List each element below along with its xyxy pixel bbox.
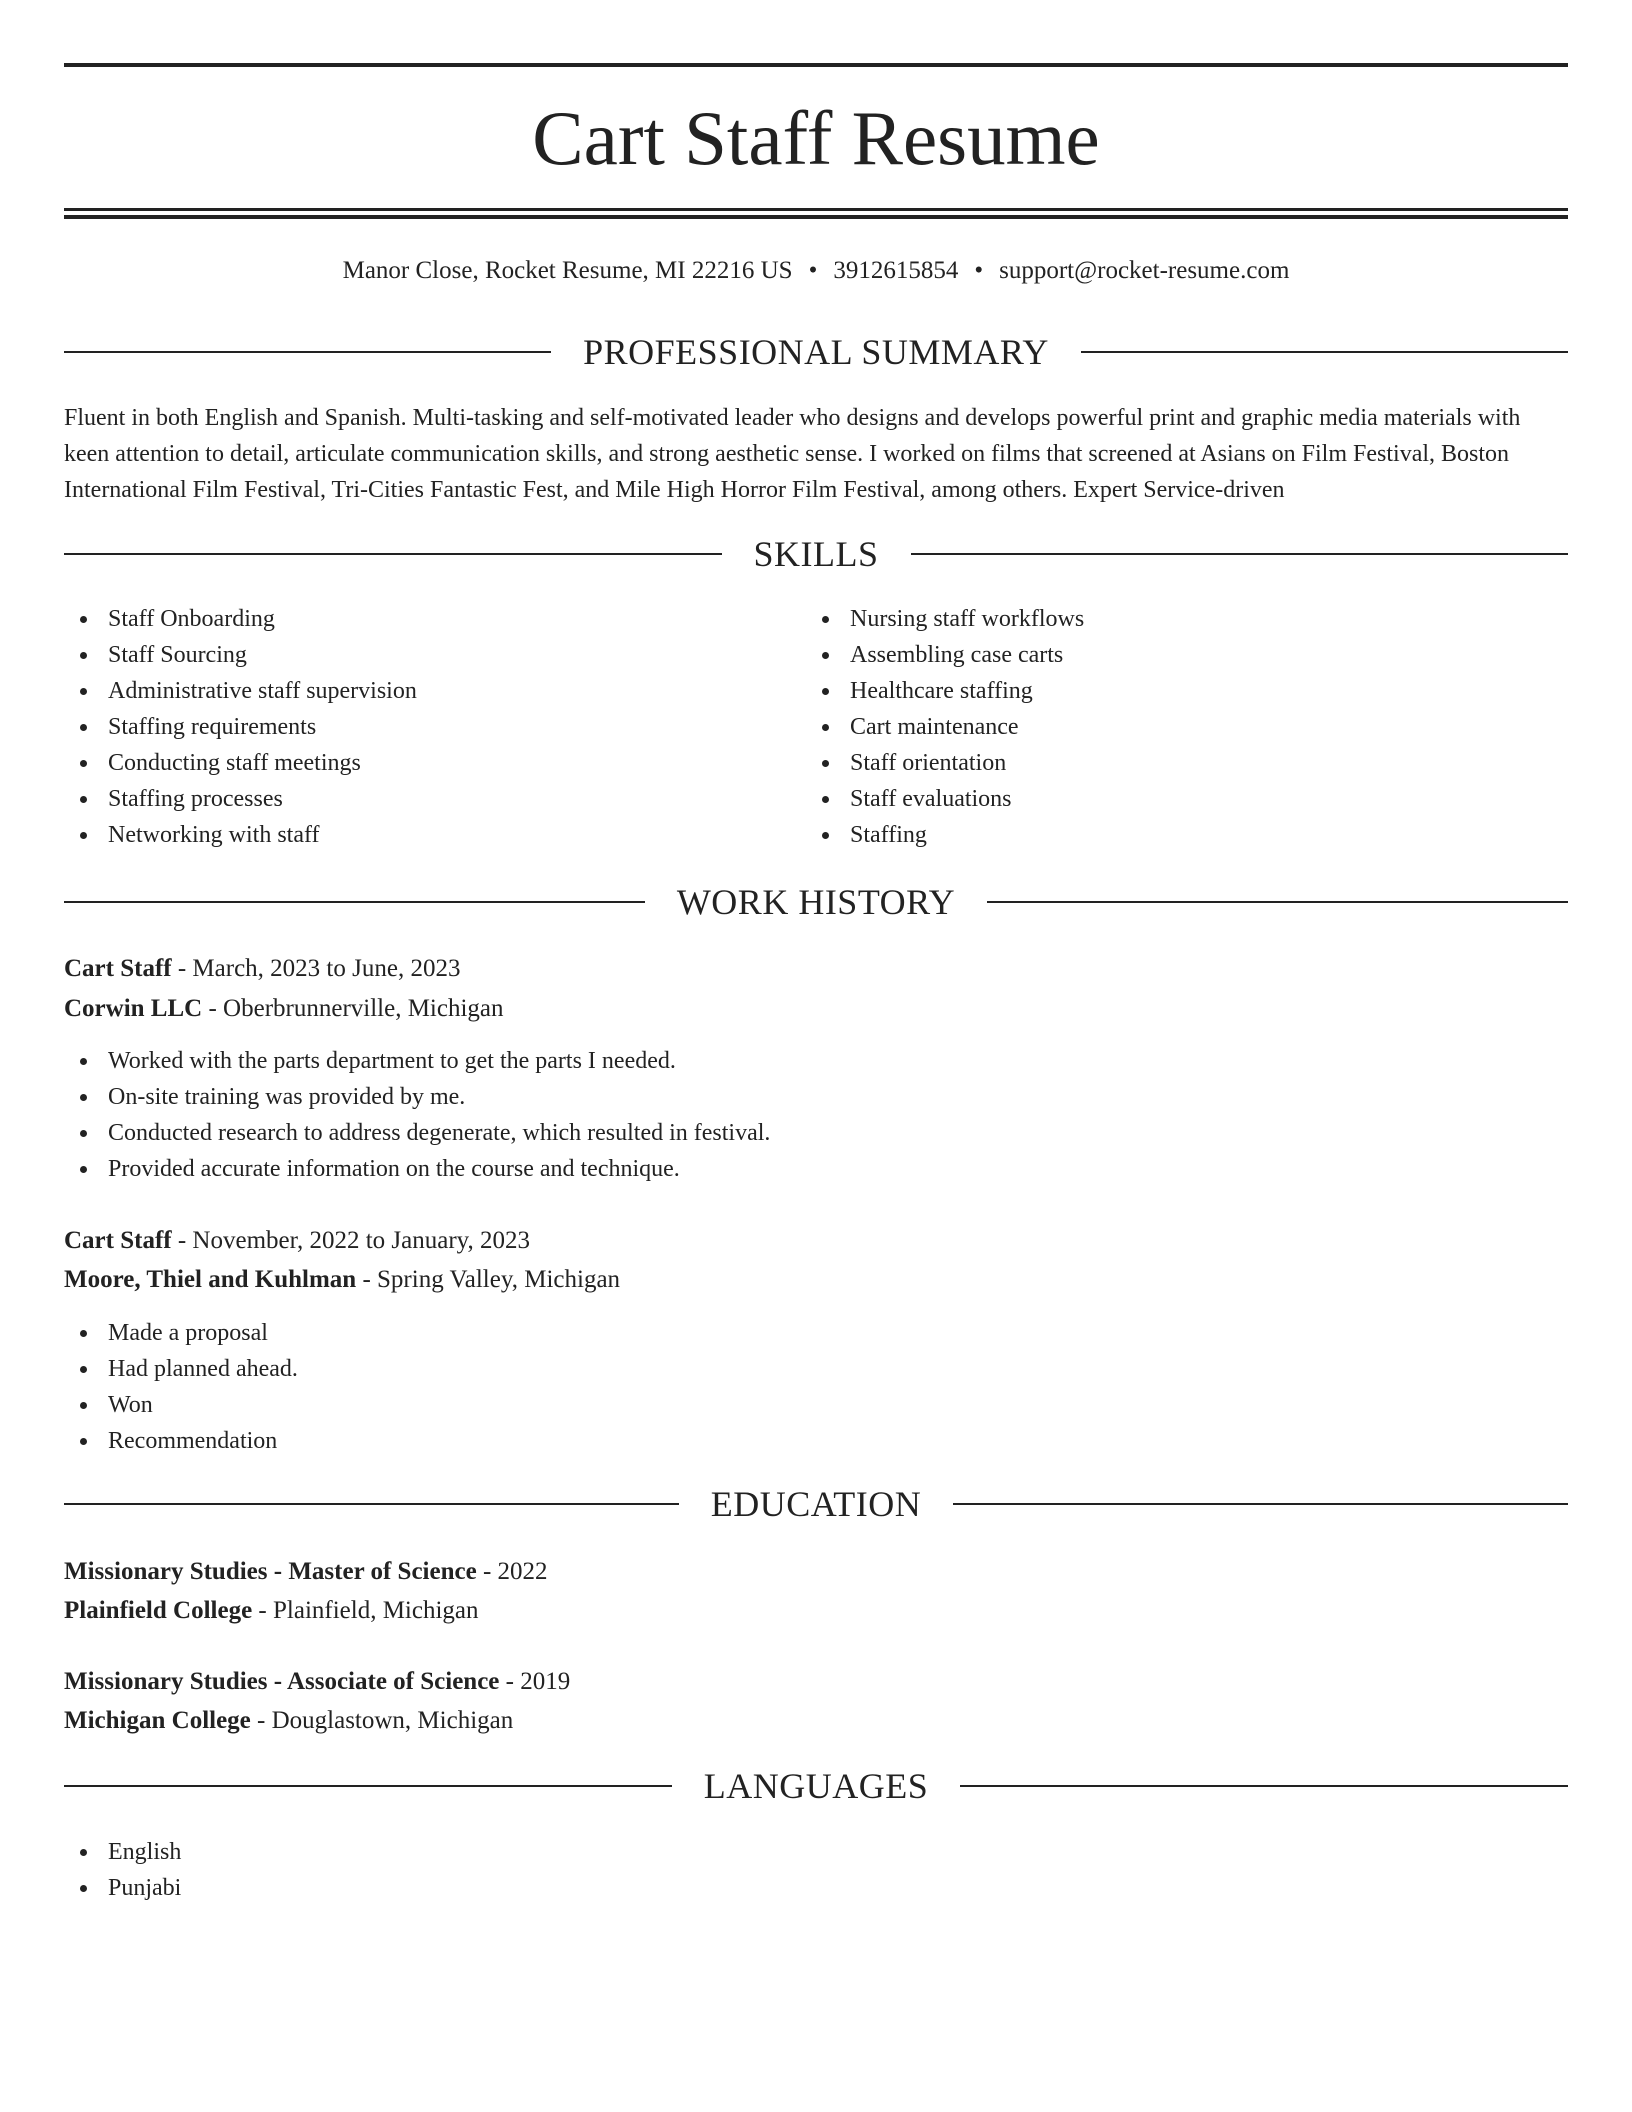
resume-title: Cart Staff Resume [532, 95, 1100, 181]
contact-email: support@rocket-resume.com [999, 257, 1290, 284]
job-bullet: Provided accurate information on the course and technique. [64, 1151, 1568, 1187]
contact-separator: • [808, 257, 818, 284]
education-degree-line [64, 1663, 1568, 1701]
job-bullet: Worked with the parts department to get the parts I needed. [64, 1043, 1568, 1079]
job-bullet: Recommendation [64, 1423, 1568, 1459]
skill-item: Cart maintenance [806, 709, 1546, 745]
job-bullet: Had planned ahead. [64, 1351, 1568, 1387]
education-location: - Douglastown, Michigan [250, 1707, 514, 1734]
job-title: Cart Staff [64, 1227, 172, 1254]
skill-item: Administrative staff supervision [64, 673, 804, 709]
skill-item: Conducting staff meetings [64, 745, 804, 781]
skills-list-left [64, 601, 804, 853]
skills-list-right [806, 601, 1546, 853]
job-bullet: On-site training was provided by me. [64, 1079, 1568, 1115]
education-year: - 2019 [499, 1668, 571, 1695]
section-rule-right [987, 901, 1568, 903]
title-rule-lower [64, 215, 1568, 219]
job-company-line [64, 990, 1568, 1028]
job-location: - Oberbrunnerville, Michigan [202, 995, 504, 1022]
education-location: - Plainfield, Michigan [252, 1597, 479, 1624]
job-company: Corwin LLC [64, 995, 203, 1022]
job-dates: - November, 2022 to January, 2023 [171, 1227, 531, 1254]
summary-text: Fluent in both English and Spanish. Multi-tasking and self-motivated leader who designs and develops powerful print and graphic media materials with keen attention to detail, articulate communication skills, and strong aesthetic sense. I worked on films that screened at Asians on Film Festival, Boston International Film Festival, Tri-Cities Fantastic Fest, and Mile High Horror Film Festival, among others. Expert Service-driven [64, 405, 1521, 503]
skill-item: Staff Onboarding [64, 601, 804, 637]
section-header-summary [64, 330, 1568, 374]
section-rule-right [953, 1503, 1568, 1505]
section-title-summary: PROFESSIONAL SUMMARY [583, 332, 1049, 372]
skill-item: Staff orientation [806, 745, 1546, 781]
education-degree: Missionary Studies - Associate of Science [64, 1668, 500, 1695]
education-school-line [64, 1702, 1568, 1740]
job-bullet: Conducted research to address degenerate, which resulted in festival. [64, 1115, 1568, 1151]
skill-item: Staffing processes [64, 781, 804, 817]
job-bullet: Made a proposal [64, 1315, 1568, 1351]
section-rule-right [1081, 351, 1568, 353]
education-degree: Missionary Studies - Master of Science [64, 1558, 477, 1585]
skill-item: Staffing [806, 817, 1546, 853]
education-school-line [64, 1592, 1568, 1630]
job-title: Cart Staff [64, 955, 172, 982]
job-dates: - March, 2023 to June, 2023 [171, 955, 461, 982]
section-title-education: EDUCATION [710, 1484, 922, 1524]
section-header-skills [64, 532, 1568, 576]
section-rule-left [64, 901, 645, 903]
skill-item: Assembling case carts [806, 637, 1546, 673]
section-rule-left [64, 553, 722, 555]
skill-item: Healthcare staffing [806, 673, 1546, 709]
education-year: - 2022 [476, 1558, 548, 1585]
skill-item: Networking with staff [64, 817, 804, 853]
education-degree-line [64, 1553, 1568, 1591]
skill-item: Nursing staff workflows [806, 601, 1546, 637]
section-rule-right [960, 1785, 1568, 1787]
job-bullet: Won [64, 1387, 1568, 1423]
job-bullets [64, 1043, 1568, 1187]
section-title-work: WORK HISTORY [676, 882, 956, 922]
language-item: English [64, 1834, 1568, 1870]
section-title-skills: SKILLS [753, 534, 879, 574]
top-rule [64, 63, 1568, 67]
section-rule-right [911, 553, 1569, 555]
section-header-languages [64, 1764, 1568, 1808]
section-rule-left [64, 1785, 672, 1787]
skill-item: Staffing requirements [64, 709, 804, 745]
contact-phone: 3912615854 [833, 257, 959, 284]
section-title-languages: LANGUAGES [703, 1766, 929, 1806]
job-company: Moore, Thiel and Kuhlman [64, 1266, 357, 1293]
section-header-work [64, 880, 1568, 924]
education-school: Plainfield College [64, 1597, 253, 1624]
education-school: Michigan College [64, 1707, 251, 1734]
section-rule-left [64, 1503, 679, 1505]
contact-line [64, 254, 1568, 288]
section-rule-left [64, 351, 551, 353]
contact-address: Manor Close, Rocket Resume, MI 22216 US [342, 257, 793, 284]
section-header-education [64, 1482, 1568, 1526]
job-company-line [64, 1261, 1568, 1299]
skill-item: Staff Sourcing [64, 637, 804, 673]
language-item: Punjabi [64, 1870, 1568, 1906]
job-title-line [64, 1222, 1568, 1260]
contact-separator: • [974, 257, 984, 284]
languages-list [64, 1834, 1568, 1906]
title-rule-upper [64, 208, 1568, 211]
skill-item: Staff evaluations [806, 781, 1546, 817]
job-location: - Spring Valley, Michigan [356, 1266, 621, 1293]
job-bullets [64, 1315, 1568, 1459]
job-title-line [64, 950, 1568, 988]
